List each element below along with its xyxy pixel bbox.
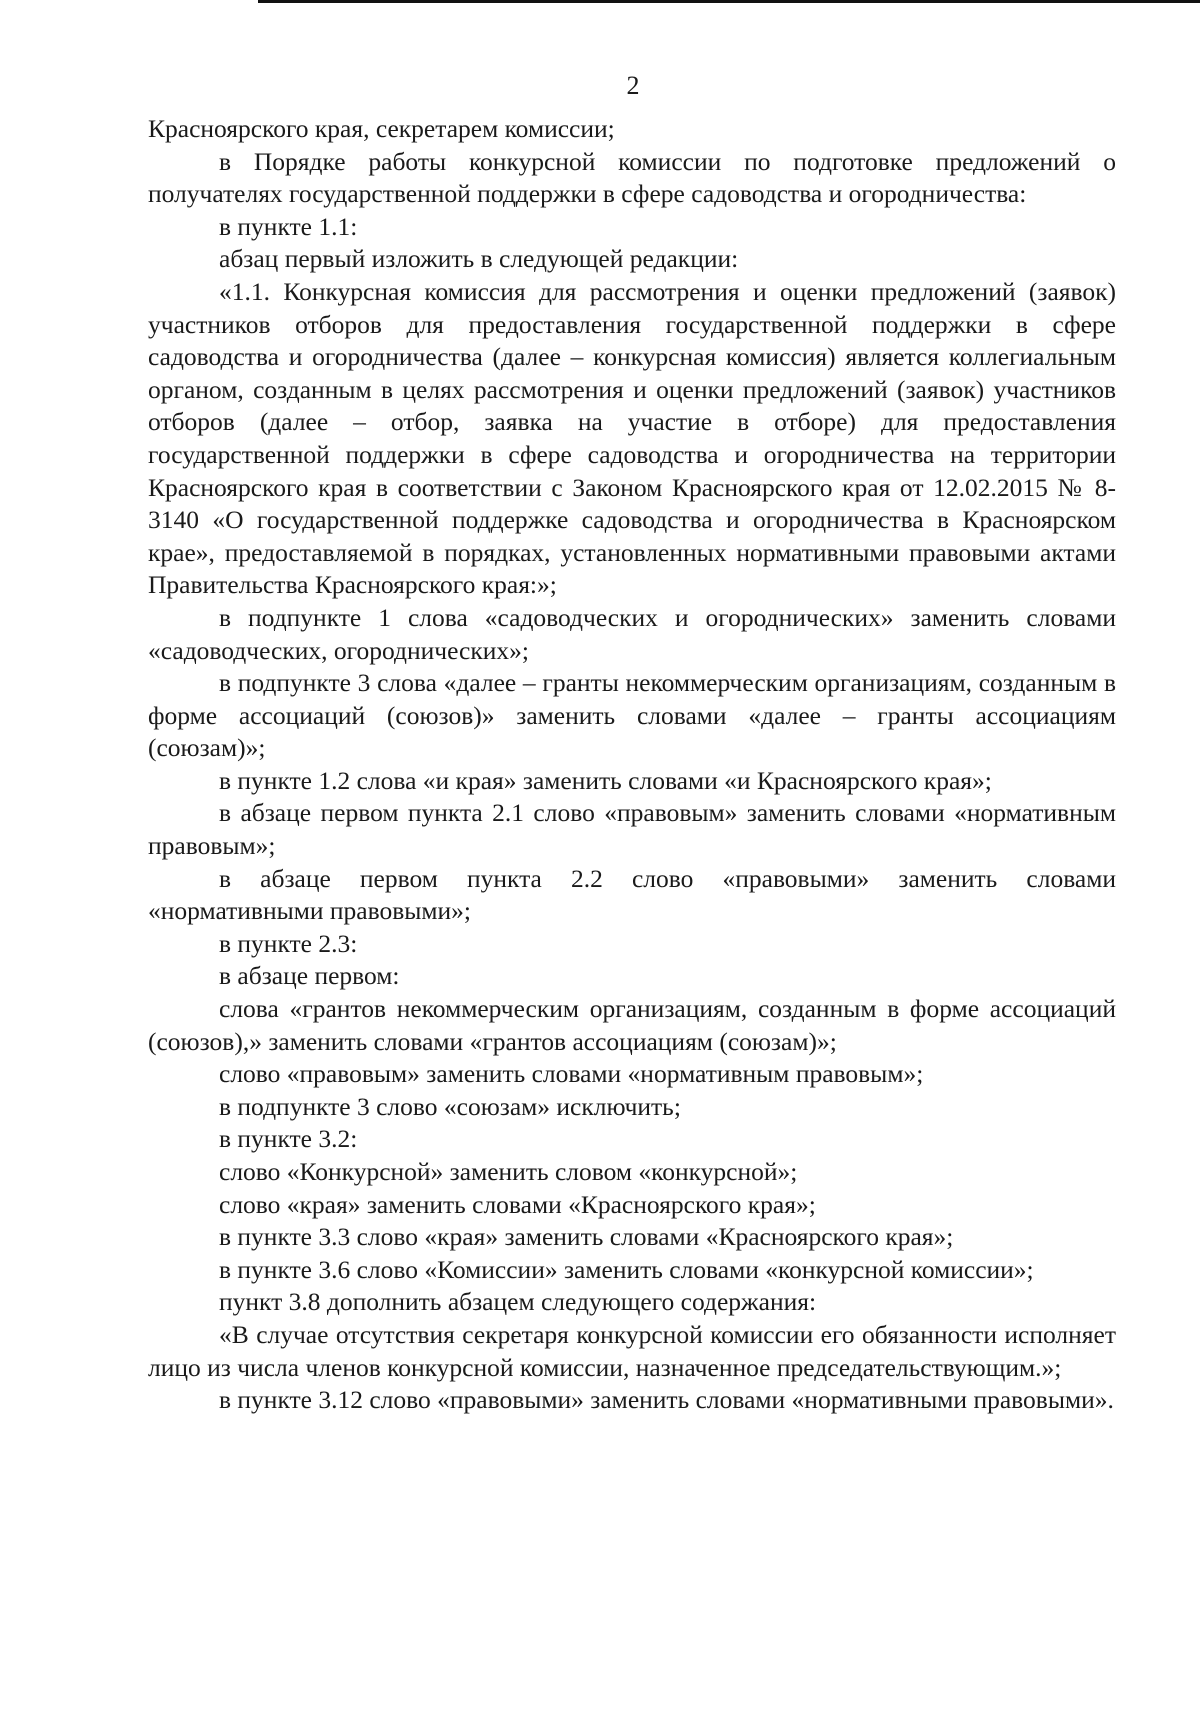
paragraph-15: в подпункте 3 слово «союзам» исключить;: [219, 1091, 681, 1121]
paragraph-22: «В случае отсутствия секретаря конкурсной комиссии его обязанности исполняет лицо из числа членов конкурсной комиссии, назначенное председательствующим.»;: [148, 1319, 1116, 1382]
paragraph-12: в абзаце первом:: [219, 961, 400, 991]
paragraph-14: слово «правовым» заменить словами «нормативным правовым»;: [219, 1059, 924, 1089]
document-body: [148, 113, 1116, 1417]
paragraph-4: абзац первый изложить в следующей редакции:: [219, 244, 739, 274]
paragraph-2: в Порядке работы конкурсной комиссии по подготовке предложений о получателях государственной поддержки в сфере садоводства и огородничества:: [148, 146, 1116, 209]
paragraph-17: слово «Конкурсной» заменить словом «конкурсной»;: [219, 1157, 798, 1186]
paragraph-23: в пункте 3.12 слово «правовыми» заменить словами «нормативными правовыми».: [219, 1385, 1114, 1415]
paragraph-9: в абзаце первом пункта 2.1 слово «правовым» заменить словами «нормативным правовым»;: [148, 798, 1116, 861]
paragraph-1: Красноярского края, секретарем комиссии;: [148, 114, 615, 143]
paragraph-3: в пункте 1.1:: [219, 211, 358, 241]
paragraph-7: в подпункте 3 слова «далее – гранты некоммерческим организациям, созданным в форме ассоциаций (союзов)» заменить словами «далее – гранты ассоциациям (союзам)»;: [148, 668, 1116, 763]
paragraph-6: в подпункте 1 слова «садоводческих и огороднических» заменить словами «садоводческих, огороднических»;: [148, 602, 1116, 665]
paragraph-10: в абзаце первом пункта 2.2 слово «правовыми» заменить словами «нормативными правовыми»;: [148, 863, 1116, 926]
paragraph-20: в пункте 3.6 слово «Комиссии» заменить словами «конкурсной комиссии»;: [219, 1254, 1034, 1284]
paragraph-13: слова «грантов некоммерческим организациям, созданным в форме ассоциаций (союзов),» заменить словами «грантов ассоциациям (союзам)»;: [148, 994, 1116, 1056]
top-rule: [258, 0, 1200, 3]
paragraph-11: в пункте 2.3:: [219, 928, 358, 958]
paragraph-16: в пункте 3.2:: [219, 1124, 358, 1154]
page-number: 2: [626, 71, 640, 100]
paragraph-8: в пункте 1.2 слова «и края» заменить словами «и Красноярского края»;: [219, 765, 992, 795]
paragraph-19: в пункте 3.3 слово «края» заменить словами «Красноярского края»;: [219, 1222, 954, 1252]
paragraph-18: слово «края» заменить словами «Красноярского края»;: [219, 1189, 816, 1219]
paragraph-5: «1.1. Конкурсная комиссия для рассмотрения и оценки предложений (заявок) участников отборов для предоставления государственной поддержки в сфере садоводства и огородничества (далее – конкурсная комиссия) является коллегиальным органом, созданным в целях рассмотрения и оценки предложений (заявок) участников отборов (далее – отбор, заявка на участие в отборе) для предоставления государственной поддержки в сфере садоводства и огородничества на территории Красноярского края в соответствии с Законом Красноярского края от 12.02.2015 № 8-3140 «О государственной поддержке садоводства и огородничества в Красноярском крае», предоставляемой в порядках, установленных нормативными правовыми актами Правительства Красноярского края:»;: [148, 276, 1116, 600]
paragraph-21: пункт 3.8 дополнить абзацем следующего содержания:: [219, 1287, 817, 1317]
